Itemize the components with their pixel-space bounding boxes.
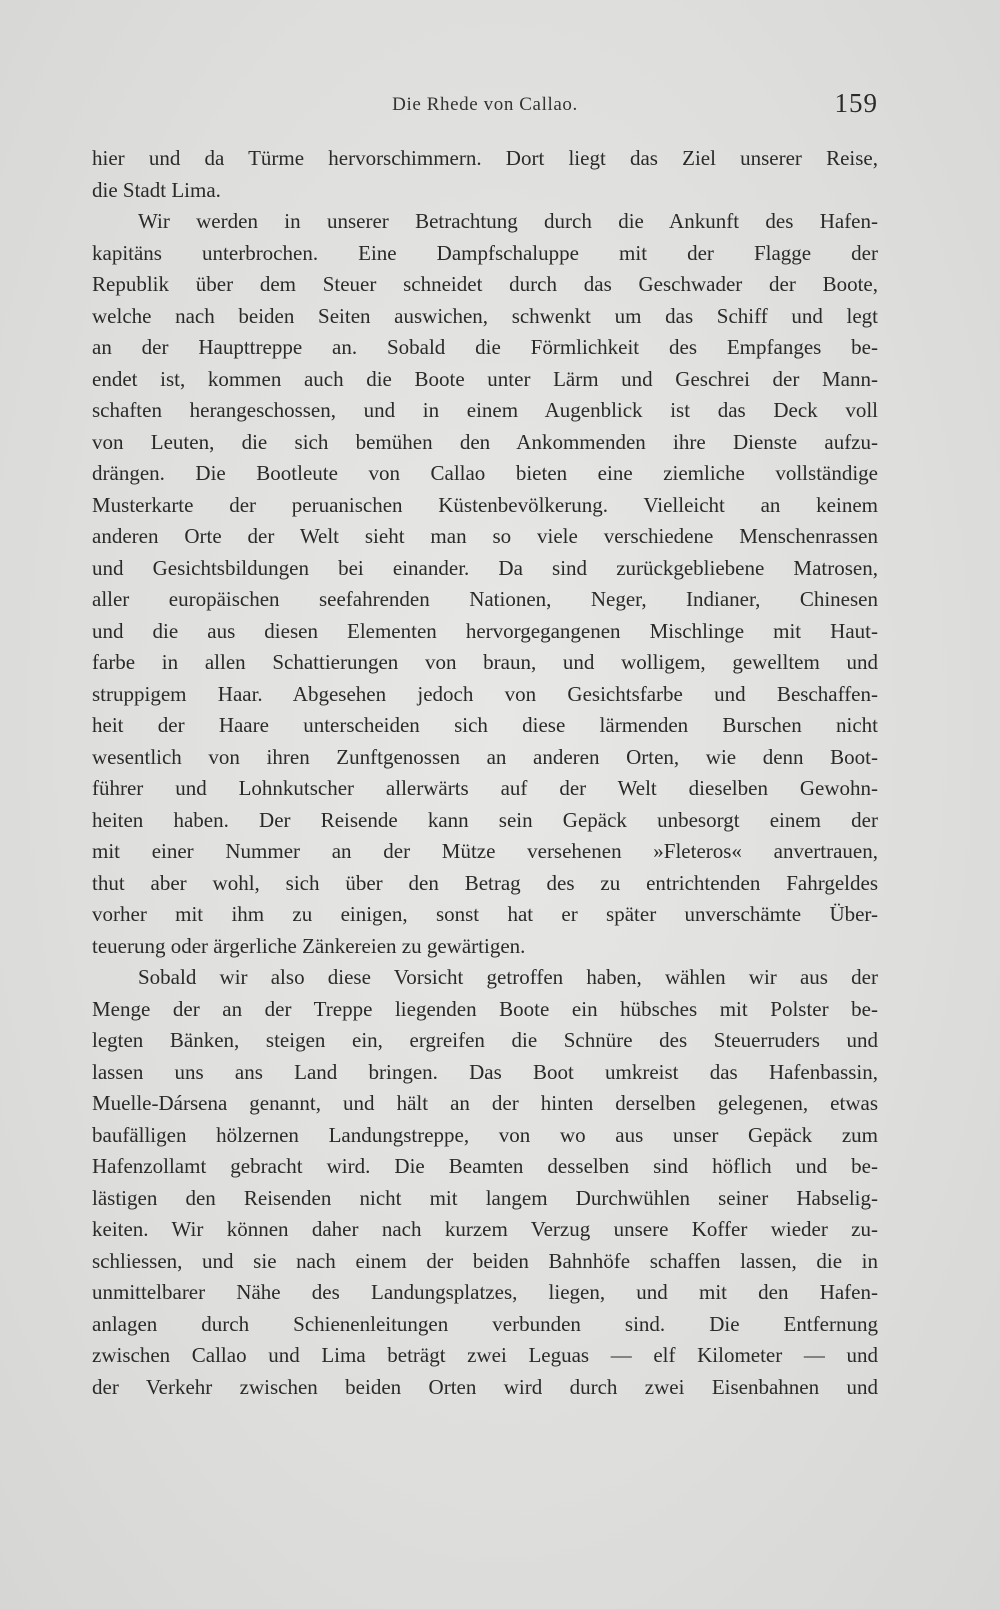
text-line: heiten haben. Der Reisende kann sein Gepäck unbesorgt einem der bbox=[92, 807, 878, 832]
text-line: keiten. Wir können daher nach kurzem Verzug unsere Koffer wieder zu- bbox=[92, 1217, 878, 1241]
text-line: drängen. Die Bootleute von Callao bieten eine ziemliche vollständige bbox=[92, 461, 878, 485]
text-line: und die aus diesen Elementen hervorgegangenen Mischlinge mit Haut- bbox=[92, 618, 878, 643]
text-line: wesentlich von ihren Zunftgenossen an anderen Orten, wie denn Boot- bbox=[92, 744, 878, 769]
text-line: mit einer Nummer an der Mütze versehenen »Fleteros« anvertrauen, bbox=[92, 839, 878, 863]
text-line: Muelle-Dársena genannt, und hält an der hinten derselben gelegenen, etwas bbox=[92, 1091, 878, 1115]
text-line: und Gesichtsbildungen bei einander. Da sind zurückgebliebene Matrosen, bbox=[92, 555, 878, 580]
text-line: Republik über dem Steuer schneidet durch das Geschwader der Boote, bbox=[92, 272, 878, 296]
body-text bbox=[92, 143, 878, 1403]
running-head bbox=[92, 88, 878, 128]
text-line: Wir werden in unserer Betrachtung durch die Ankunft des Hafen- bbox=[138, 209, 878, 233]
text-line: an der Haupttreppe an. Sobald die Förmlichkeit des Empfanges be- bbox=[92, 335, 878, 359]
text-line: legten Bänken, steigen ein, ergreifen die Schnüre des Steuerruders und bbox=[92, 1028, 878, 1052]
text-line: baufälligen hölzernen Landungstreppe, von wo aus unser Gepäck zum bbox=[92, 1122, 878, 1147]
text-line: welche nach beiden Seiten auswichen, schwenkt um das Schiff und legt bbox=[92, 303, 878, 328]
text-line: die Stadt Lima. bbox=[92, 177, 221, 202]
text-line: Menge der an der Treppe liegenden Boote ein hübsches mit Polster be- bbox=[92, 996, 878, 1021]
text-line: Musterkarte der peruanischen Küstenbevölkerung. Vielleicht an keinem bbox=[92, 492, 878, 517]
text-line: struppigem Haar. Abgesehen jedoch von Gesichtsfarbe und Beschaffen- bbox=[92, 681, 878, 706]
text-line: anderen Orte der Welt sieht man so viele verschiedene Menschenrassen bbox=[92, 524, 878, 548]
text-line: heit der Haare unterscheiden sich diese lärmenden Burschen nicht bbox=[92, 713, 878, 737]
text-line: hier und da Türme hervorschimmern. Dort liegt das Ziel unserer Reise, bbox=[92, 146, 878, 170]
text-line: schliessen, und sie nach einem der beiden Bahnhöfe schaffen lassen, die in bbox=[92, 1248, 878, 1273]
text-line: farbe in allen Schattierungen von braun, und wolligem, gewelltem und bbox=[92, 650, 878, 674]
text-line: thut aber wohl, sich über den Betrag des zu entrichtenden Fahrgeldes bbox=[92, 870, 878, 895]
text-line: lästigen den Reisenden nicht mit langem Durchwühlen seiner Habselig- bbox=[92, 1185, 878, 1210]
text-line: kapitäns unterbrochen. Eine Dampfschaluppe mit der Flagge der bbox=[92, 240, 878, 265]
text-line: unmittelbarer Nähe des Landungsplatzes, liegen, und mit den Hafen- bbox=[92, 1280, 878, 1304]
text-line: schaften herangeschossen, und in einem Augenblick ist das Deck voll bbox=[92, 398, 878, 422]
text-line: teuerung oder ärgerliche Zänkereien zu gewärtigen. bbox=[92, 933, 526, 958]
text-line: anlagen durch Schienenleitungen verbunden sind. Die Entfernung bbox=[92, 1311, 878, 1336]
text-line: der Verkehr zwischen beiden Orten wird durch zwei Eisenbahnen und bbox=[92, 1374, 878, 1399]
text-line: endet ist, kommen auch die Boote unter Lärm und Geschrei der Mann- bbox=[92, 366, 878, 391]
text-line: aller europäischen seefahrenden Nationen, Neger, Indianer, Chinesen bbox=[92, 587, 878, 611]
text-line: von Leuten, die sich bemühen den Ankommenden ihre Dienste aufzu- bbox=[92, 429, 878, 454]
page-number: 159 bbox=[834, 88, 878, 118]
text-line: zwischen Callao und Lima beträgt zwei Leguas — elf Kilometer — und bbox=[92, 1343, 878, 1367]
text-line: lassen uns ans Land bringen. Das Boot umkreist das Hafenbassin, bbox=[92, 1059, 878, 1084]
text-line: Hafenzollamt gebracht wird. Die Beamten desselben sind höflich und be- bbox=[92, 1154, 878, 1178]
text-line: führer und Lohnkutscher allerwärts auf der Welt dieselben Gewohn- bbox=[92, 776, 878, 800]
text-line: Sobald wir also diese Vorsicht getroffen haben, wählen wir aus der bbox=[138, 965, 878, 989]
text-line: vorher mit ihm zu einigen, sonst hat er später unverschämte Über- bbox=[92, 902, 878, 926]
chapter-heading: Die Rhede von Callao. bbox=[392, 94, 578, 115]
